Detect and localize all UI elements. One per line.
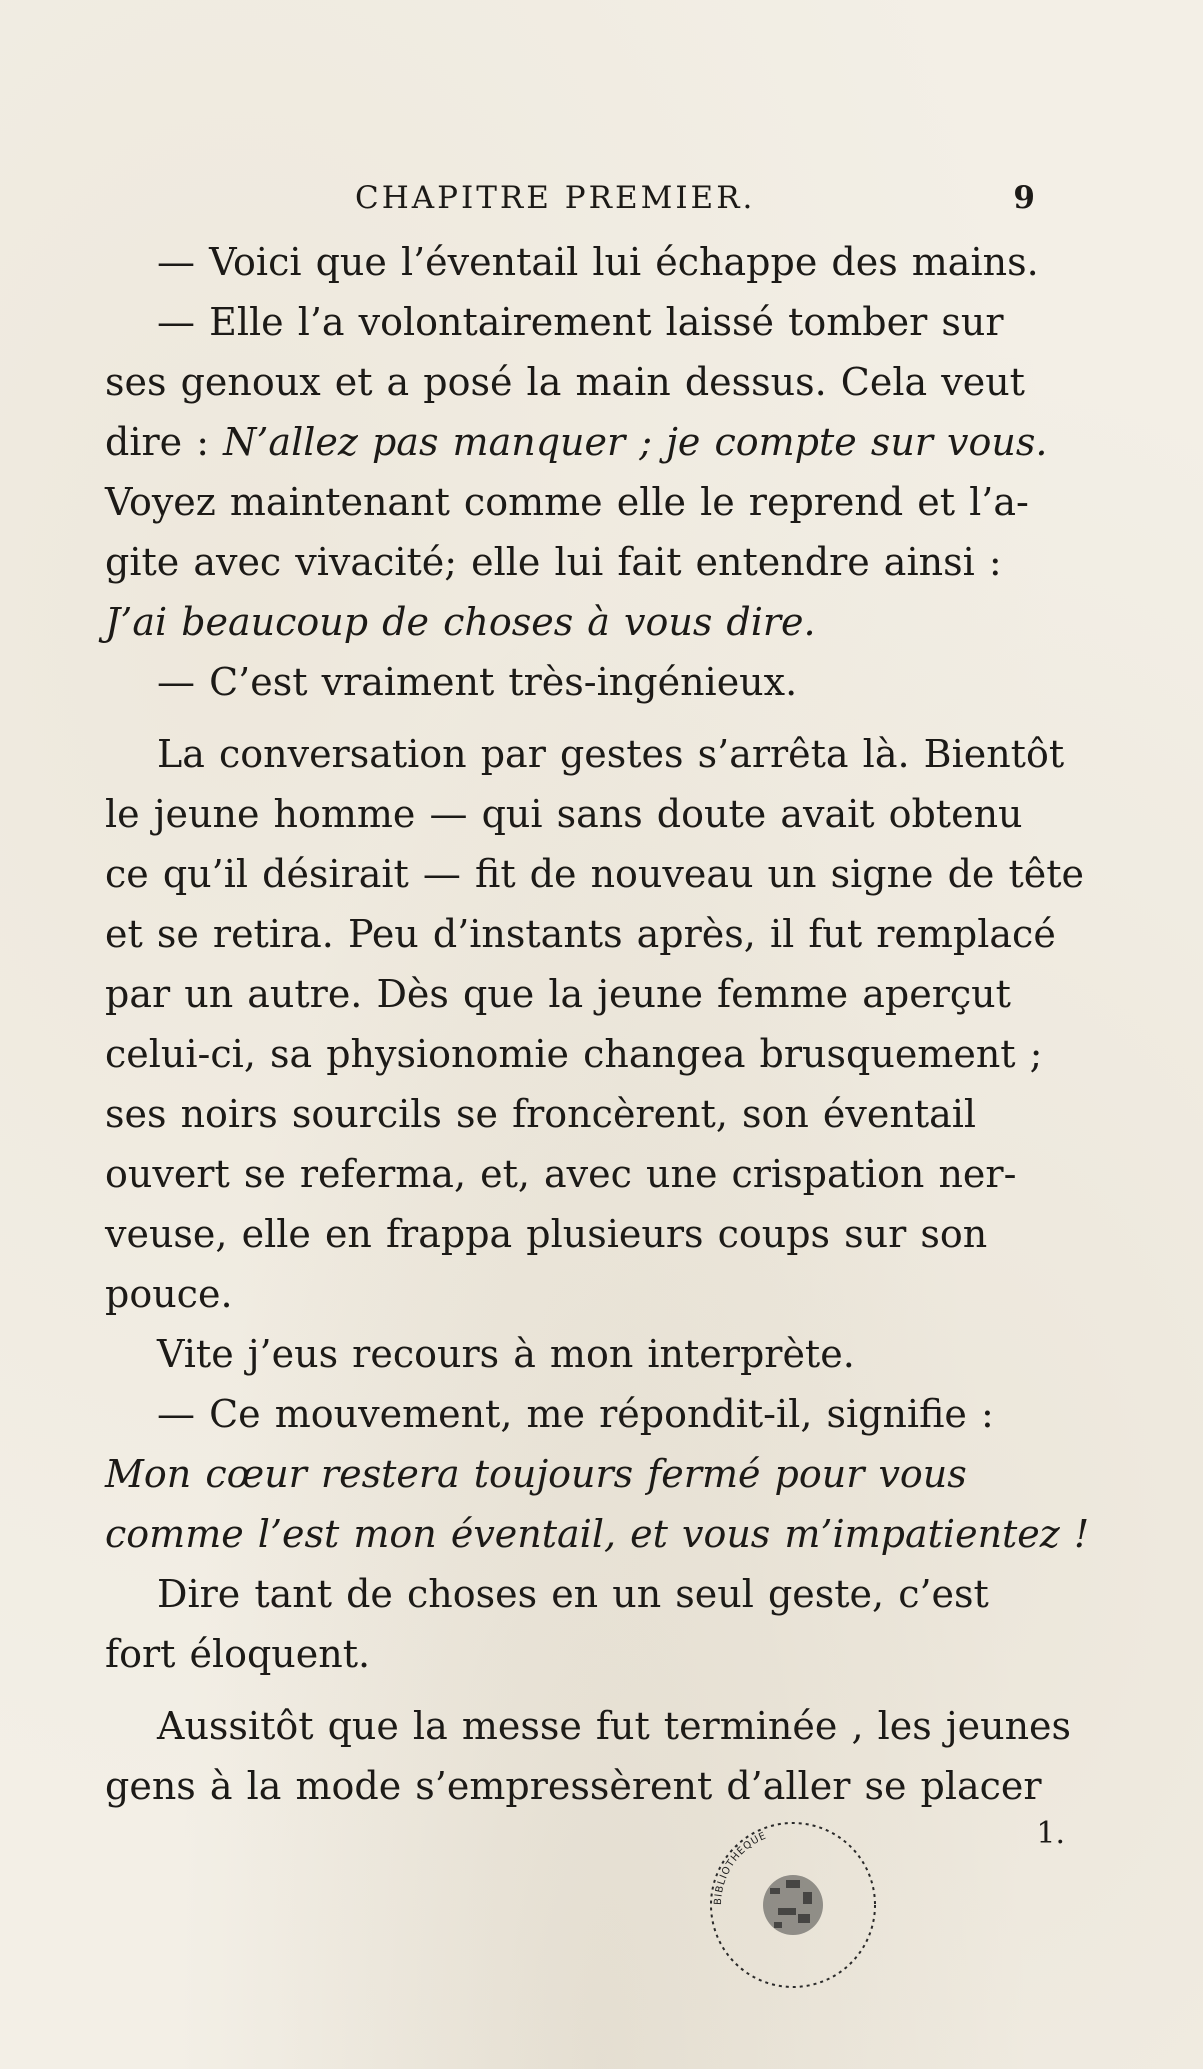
chapter-title: CHAPITRE PREMIER. (355, 180, 756, 216)
text-line: par un autre. Dès que la jeune femme aperçut (105, 972, 1011, 1016)
text-line: — Voici que l’éventail lui échappe des mains. (157, 240, 1039, 284)
text-line: fort éloquent. (105, 1632, 371, 1676)
text-line: et se retira. Peu d’instants après, il fut remplacé (105, 912, 1056, 956)
text-line: ses noirs sourcils se froncèrent, son éventail (105, 1092, 977, 1136)
text-line: Mon cœur restera toujours fermé pour vous (105, 1452, 967, 1496)
page-number: 9 (1013, 180, 1035, 216)
text-line: celui-ci, sa physionomie changea brusquement ; (105, 1032, 1043, 1076)
text-line: pouce. (105, 1272, 233, 1316)
italic-fragment: N’allez pas manquer ; je compte sur vous. (223, 420, 1048, 464)
text-line: — C’est vraiment très-ingénieux. (157, 660, 798, 704)
library-stamp-icon (698, 1810, 888, 2000)
text-line: veuse, elle en frappa plusieurs coups sur son (105, 1212, 988, 1256)
text-line: Dire tant de choses en un seul geste, c’est (157, 1572, 989, 1616)
signature-mark: 1. (1036, 1816, 1065, 1851)
stamp-text: BIBLIOTHÈQUE (712, 1830, 769, 1906)
text-line: La conversation par gestes s’arrêta là. Bientôt (157, 732, 1065, 776)
text-line: — Ce mouvement, me répondit-il, signifie : (157, 1392, 994, 1436)
book-page (105, 180, 1090, 1876)
text-line: J’ai beaucoup de choses à vous dire. (105, 600, 816, 644)
text-line (105, 412, 1065, 472)
text-fragment: dire : (105, 420, 224, 464)
running-head (105, 180, 1065, 228)
text-line: gite avec vivacité; elle lui fait entendre ainsi : (105, 540, 1002, 584)
text-line: Aussitôt que la messe fut terminée , les jeunes (157, 1704, 1072, 1748)
text-line: ouvert se referma, et, avec une crispation ner- (105, 1152, 1017, 1196)
text-line: Vite j’eus recours à mon interprète. (157, 1332, 855, 1376)
text-line: gens à la mode s’empressèrent d’aller se placer (105, 1764, 1042, 1808)
signature-row (105, 1816, 1065, 1876)
text-line: ce qu’il désirait — fit de nouveau un signe de tête (105, 852, 1085, 896)
text-line: ses genoux et a posé la main dessus. Cela veut (105, 360, 1025, 404)
text-line: — Elle l’a volontairement laissé tomber sur (157, 300, 1004, 344)
text-line: le jeune homme — qui sans doute avait obtenu (105, 792, 1023, 836)
text-line: Voyez maintenant comme elle le reprend et l’a- (105, 480, 1029, 524)
text-line: comme l’est mon éventail, et vous m’impatientez ! (105, 1512, 1090, 1556)
